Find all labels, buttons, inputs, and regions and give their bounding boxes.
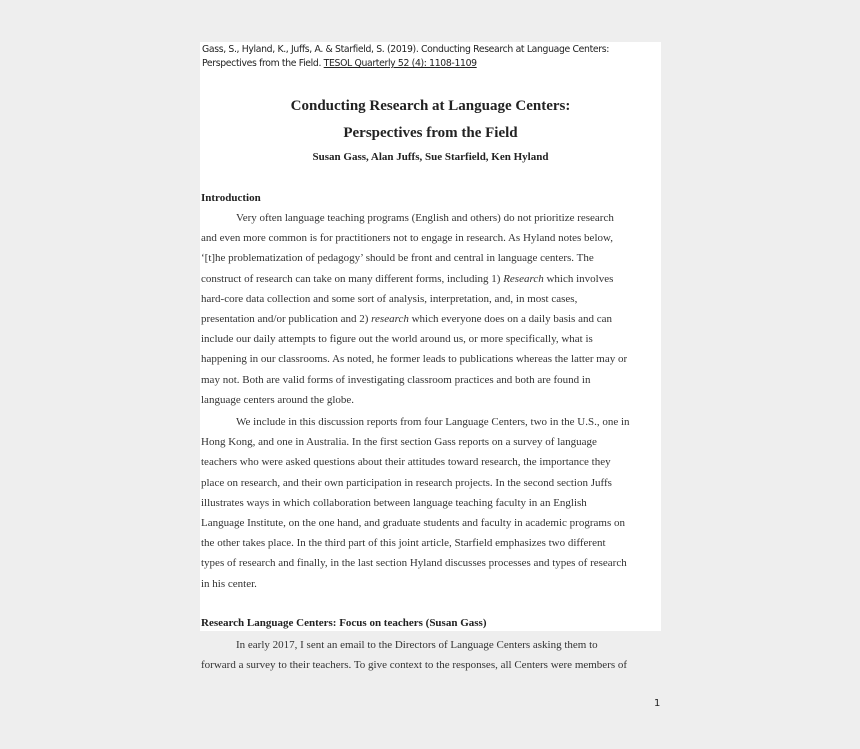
citation-prefix: Perspectives from the Field. — [202, 58, 324, 69]
italic-term: research — [371, 312, 409, 325]
text-segment: construct of research can take on many different forms, including 1) — [201, 272, 504, 285]
journal-link[interactable]: TESOL Quarterly 52 (4): 1108-1109 — [323, 58, 477, 69]
citation-line-1: Gass, S., Hyland, K., Juffs, A. & Starfield, S. (2019). Conducting Research at Language Centers: — [202, 44, 609, 55]
paper-title-line-2: Perspectives from the Field — [343, 125, 518, 141]
text-line: teachers who were asked questions about their attitudes toward research, the importance they — [201, 456, 611, 469]
text-line: hard-core data collection and some sort of analysis, interpretation, and, in most cases, — [201, 292, 578, 305]
section-heading-susan-gass: Research Language Centers: Focus on teachers (Susan Gass) — [201, 617, 487, 629]
text-segment: presentation and/or publication and 2) — [201, 312, 372, 325]
text-line: may not. Both are valid forms of investigating classroom practices and both are found in — [201, 373, 591, 386]
citation-line-2 — [202, 57, 662, 71]
text-segment: which everyone does on a daily basis and can — [408, 312, 612, 325]
text-line: We include in this discussion reports from four Language Centers, two in the U.S., one in — [236, 416, 630, 428]
section-1-paragraph-1 — [201, 635, 627, 675]
text-line: forward a survey to their teachers. To give context to the responses, all Centers were members of — [201, 659, 628, 672]
text-line: language centers around the globe. — [201, 393, 355, 406]
text-line: ‘[t]he problematization of pedagogy’ should be front and central in language centers. The — [201, 252, 594, 265]
text-line: In early 2017, I sent an email to the Directors of Language Centers asking them to — [236, 639, 598, 651]
text-line: and even more common is for practitioners not to engage in research. As Hyland notes below, — [201, 232, 613, 245]
authors: Susan Gass, Alan Juffs, Sue Starfield, Ken Hyland — [312, 151, 549, 163]
citation — [202, 43, 662, 71]
text-line: Language Institute, on the one hand, and graduate students and faculty in academic programs on — [201, 516, 625, 529]
text-line: Hong Kong, and one in Australia. In the first section Gass reports on a survey of language — [201, 436, 597, 449]
text-line: the other takes place. In the third part of this joint article, Starfield emphasizes two different — [201, 537, 606, 550]
text-line: include our daily attempts to figure out the world around us, or more specifically, what is — [201, 333, 593, 346]
text-line — [201, 309, 627, 329]
text-segment: which involves — [543, 272, 614, 285]
text-line: in his center. — [201, 577, 257, 590]
text-line — [201, 269, 627, 289]
page-number: 1 — [654, 698, 661, 709]
text-line: types of research and finally, in the last section Hyland discusses processes and types of research — [201, 557, 627, 570]
text-line: place on research, and their own participation in research projects. In the second section Juffs — [201, 476, 612, 489]
introduction-paragraph-2 — [201, 412, 630, 594]
introduction-heading: Introduction — [201, 192, 261, 204]
text-line: Very often language teaching programs (English and others) do not prioritize research — [236, 212, 614, 224]
text-line: illustrates ways in which collaboration between language teaching faculty in an English — [201, 496, 587, 509]
italic-term: Research — [503, 272, 544, 285]
text-line: happening in our classrooms. As noted, he former leads to publications whereas the latter may or — [201, 353, 628, 366]
introduction-paragraph-1 — [201, 208, 627, 410]
paper-title-line-1: Conducting Research at Language Centers: — [290, 98, 571, 114]
